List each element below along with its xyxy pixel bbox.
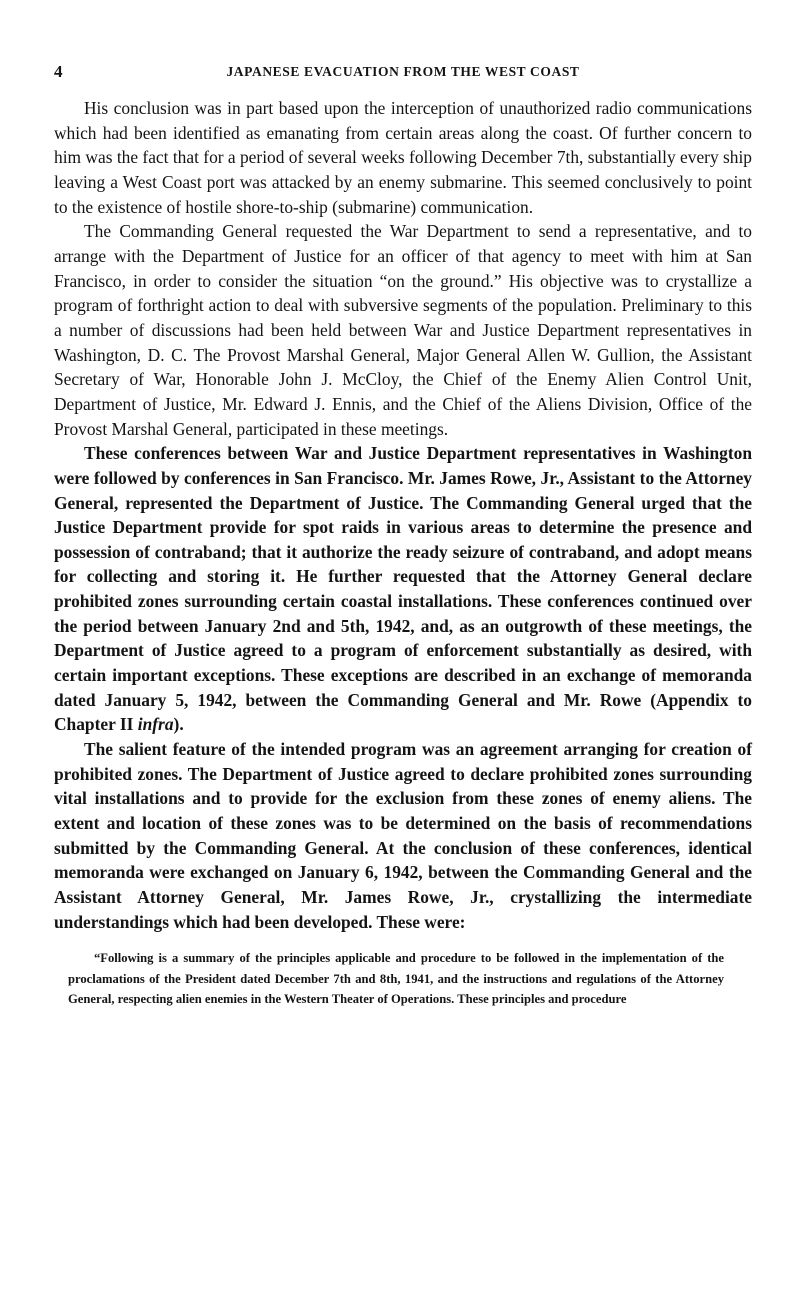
paragraph-conferences <box>54 441 752 737</box>
italic-infra: infra <box>137 714 174 735</box>
page-number: 4 <box>54 62 63 81</box>
running-title: JAPANESE EVACUATION FROM THE WEST COAST <box>226 64 580 79</box>
paragraph-conferences-closing: ). <box>173 714 184 735</box>
paragraph-commanding-general-request: The Commanding General requested the War Department to send a representative, and to arrange with the Department of Justice for an officer of that agency to meet with him at San Francisco, in order to consider the situation “on the ground.” His objective was to crystallize a program of forthright action to deal with subversive segments of the population. Preliminary to this a number of discussions had been held between War and Justice Department representatives in Washington, D. C. The Provost Marshal General, Major General Allen W. Gullion, the Assistant Secretary of War, Honorable John J. McCloy, the Chief of the Enemy Alien Control Unit, Department of Justice, Mr. Edward J. Ennis, and the Chief of the Aliens Division, Office of the Provost Marshal General, participated in these meetings. <box>54 221 752 439</box>
paragraph-interception: His conclusion was in part based upon the interception of unauthorized radio communications which had been identified as emanating from certain areas along the coast. Of further concern to him was the fact that for a period of several weeks following December 7th, substantially every ship leaving a West Coast port was attacked by an enemy submarine. This seemed conclusively to point to the existence of hostile shore-to-ship (submarine) communication. <box>54 98 752 217</box>
block-quote: “Following is a summary of the principles applicable and procedure to be followed in the implementation of the proclamations of the President dated December 7th and 8th, 1941, and the instructions and regulations of the Attorney General, respecting alien enemies in the Western Theater of Operations. These principles and procedure <box>68 951 724 1007</box>
running-header <box>54 62 752 86</box>
page <box>54 62 752 1010</box>
paragraph-prohibited-zones: The salient feature of the intended program was an agreement arranging for creation of prohibited zones. The Department of Justice agreed to declare prohibited zones surrounding vital installations and to provide for the exclusion from these zones of enemy aliens. The extent and location of these zones was to be determined on the basis of recommendations submitted by the Commanding General. At the conclusion of these conferences, identical memoranda were exchanged on January 6, 1942, between the Commanding General and the Assistant Attorney General, Mr. James Rowe, Jr., crystallizing the intermediate understandings which had been developed. These were: <box>54 739 752 932</box>
paragraph-conferences-text: These conferences between War and Justice Department representatives in Washington were followed by conferences in San Francisco. Mr. James Rowe, Jr., Assistant to the Attorney General, represented the Department of Justice. The Commanding General urged that the Justice Department provide for spot raids in various areas to determine the presence and possession of contraband; that it authorize the ready seizure of contraband, and adopt means for collecting and storing it. He further requested that the Attorney General declare prohibited zones surrounding certain coastal installations. These conferences continued over the period between January 2nd and 5th, 1942, and, as an outgrowth of these meetings, the Department of Justice agreed to a program of enforcement substantially as desired, with certain important exceptions. These exceptions are described in an exchange of memoranda dated January 5, 1942, between the Commanding General and Mr. Rowe (Appendix to Chapter II <box>54 443 752 735</box>
